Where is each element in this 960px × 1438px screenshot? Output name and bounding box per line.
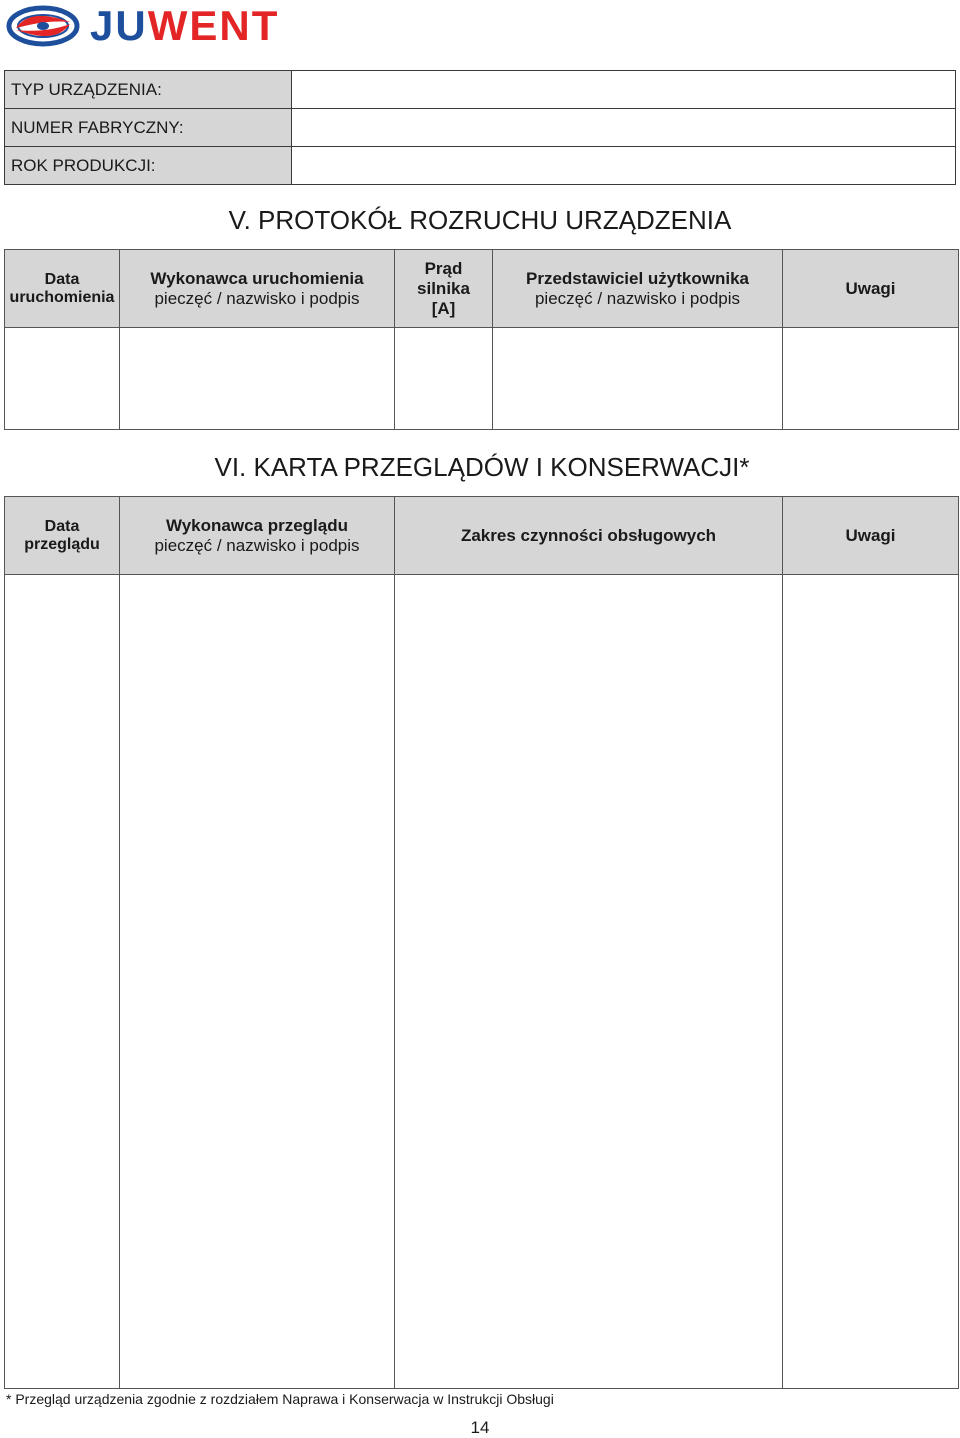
motor-current-header-line2: silnika <box>417 278 470 298</box>
startup-executor-cell[interactable] <box>120 328 395 430</box>
startup-date-header-line1: Data <box>44 270 80 288</box>
device-type-field[interactable] <box>292 71 956 109</box>
inspection-executor-header <box>120 497 395 575</box>
page-number: 14 <box>470 1418 490 1437</box>
inspection-card-table <box>4 496 959 1389</box>
user-rep-header <box>493 250 783 328</box>
production-year-row <box>5 147 956 185</box>
startup-notes-header-label: Uwagi <box>845 278 896 298</box>
user-rep-header-line1: Przedstawiciel użytkownika <box>526 268 749 288</box>
maintenance-scope-header <box>395 497 783 575</box>
maintenance-scope-header-label: Zakres czynności obsługowych <box>460 525 717 545</box>
startup-header-row <box>5 250 959 328</box>
production-year-label: ROK PRODUKCJI: <box>5 147 292 185</box>
motor-current-header-line3: [A] <box>431 298 456 318</box>
inspection-executor-cell[interactable] <box>120 575 395 1389</box>
startup-date-cell[interactable] <box>5 328 120 430</box>
motor-current-header-line1: Prąd <box>424 258 463 278</box>
inspection-card-title: VI. KARTA PRZEGLĄDÓW I KONSERWACJI* <box>214 452 750 482</box>
inspection-date-cell[interactable] <box>5 575 120 1389</box>
startup-executor-header-line2: pieczęć / nazwisko i podpis <box>154 288 360 308</box>
startup-date-header <box>5 250 120 328</box>
inspection-notes-cell[interactable] <box>783 575 959 1389</box>
inspection-date-header-line2: przeglądu <box>24 535 100 553</box>
logo-text-ju: JU <box>90 2 148 49</box>
motor-current-cell[interactable] <box>395 328 493 430</box>
device-type-row <box>5 71 956 109</box>
inspection-header-row <box>5 497 959 575</box>
serial-number-row <box>5 109 956 147</box>
device-type-label: TYP URZĄDZENIA: <box>5 71 292 109</box>
startup-executor-header <box>120 250 395 328</box>
inspection-notes-header-label: Uwagi <box>845 525 896 545</box>
startup-protocol-table <box>4 249 959 430</box>
startup-notes-cell[interactable] <box>783 328 959 430</box>
serial-number-label: NUMER FABRYCZNY: <box>5 109 292 147</box>
logo-wordmark <box>90 2 280 49</box>
device-info-table <box>4 70 956 185</box>
inspection-executor-header-line1: Wykonawca przeglądu <box>165 515 348 535</box>
inspection-date-header <box>5 497 120 575</box>
inspection-executor-header-line2: pieczęć / nazwisko i podpis <box>154 535 360 555</box>
maintenance-scope-cell[interactable] <box>395 575 783 1389</box>
serial-number-field[interactable] <box>292 109 956 147</box>
startup-date-header-line2: uruchomienia <box>9 288 115 306</box>
fan-emblem-icon <box>6 4 80 48</box>
user-rep-header-line2: pieczęć / nazwisko i podpis <box>534 288 741 308</box>
inspection-date-header-line1: Data <box>44 517 80 535</box>
motor-current-header <box>395 250 493 328</box>
startup-notes-header <box>783 250 959 328</box>
startup-executor-header-line1: Wykonawca uruchomienia <box>150 268 364 288</box>
juwent-logo <box>6 2 372 48</box>
inspection-entry-row <box>5 575 959 1389</box>
user-rep-cell[interactable] <box>493 328 783 430</box>
startup-entry-row <box>5 328 959 430</box>
production-year-field[interactable] <box>292 147 956 185</box>
startup-protocol-title: V. PROTOKÓŁ ROZRUCHU URZĄDZENIA <box>228 205 732 235</box>
footnote: * Przegląd urządzenia zgodnie z rozdziałem Naprawa i Konserwacja w Instrukcji Obsługi <box>6 1391 554 1407</box>
logo-text-went: WENT <box>147 2 280 49</box>
inspection-notes-header <box>783 497 959 575</box>
